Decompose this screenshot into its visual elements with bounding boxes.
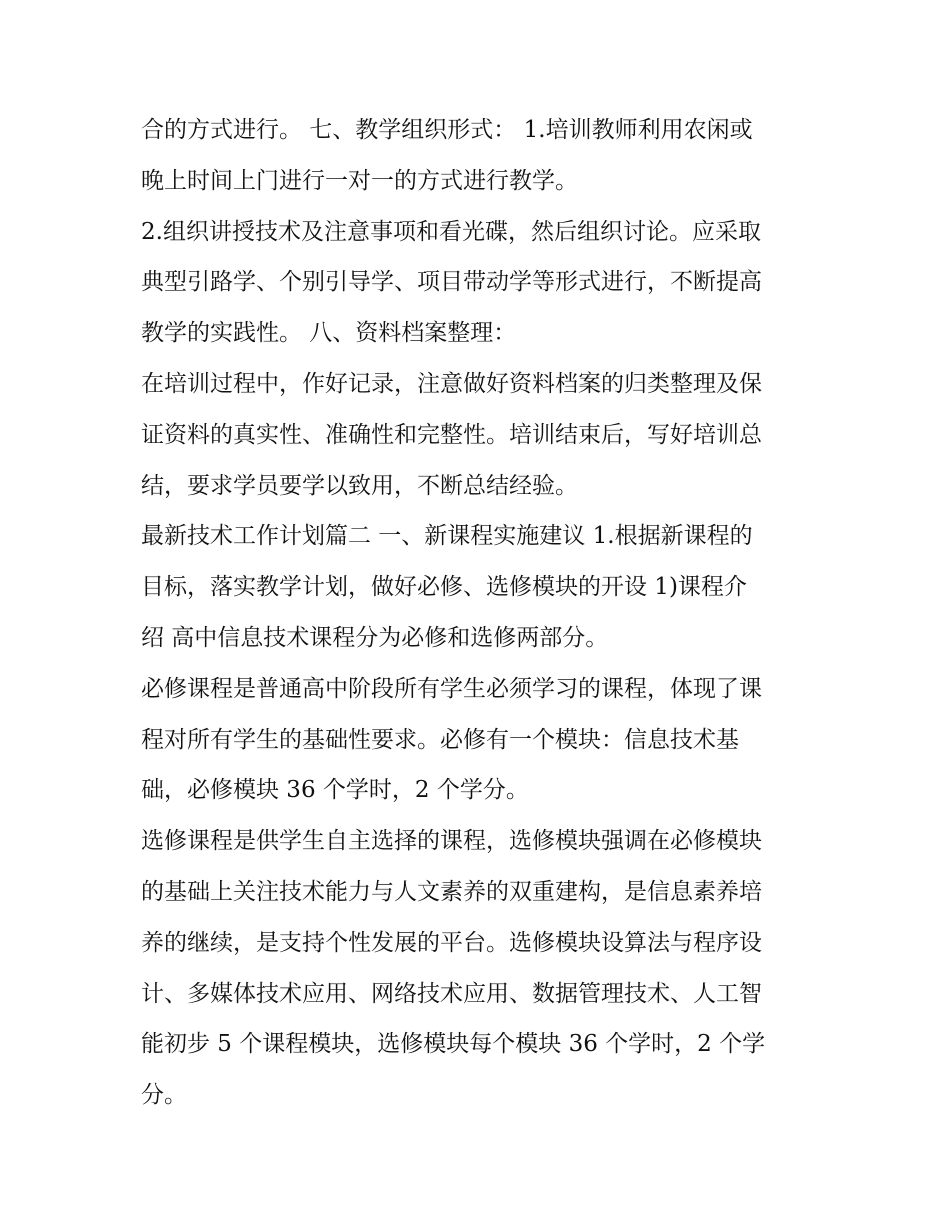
text-line: 必修课程是普通高中阶段所有学生必须学习的课程，体现了课 — [141, 675, 762, 702]
document-body — [141, 105, 813, 1121]
text-line: 合的方式进行。 七、教学组织形式： 1.培训教师利用农闲或 — [141, 117, 753, 143]
text-line: 目标，落实教学计划，做好必修、选修模块的开设 1)课程介 — [141, 574, 747, 601]
text-line: 在培训过程中，作好记录，注意做好资料档案的归类整理及保 — [141, 370, 762, 397]
text-line: 程对所有学生的基础性要求。必修有一个模块：信息技术基 — [141, 726, 739, 753]
text-line: 分。 — [141, 1082, 187, 1109]
text-line: 计、多媒体技术应用、网络技术应用、数据管理技术、人工智 — [141, 980, 762, 1007]
text-line: 选修课程是供学生自主选择的课程，选修模块强调在必修模块 — [141, 828, 762, 855]
text-line: 典型引路学、个别引导学、项目带动学等形式进行，不断提高 — [141, 269, 762, 296]
text-line: 能初步 5 个课程模块，选修模块每个模块 36 个学时，2 个学 — [141, 1031, 766, 1058]
text-line: 养的继续，是支持个性发展的平台。选修模块设算法与程序设 — [141, 929, 762, 956]
text-line: 的基础上关注技术能力与人文素养的双重建构，是信息素养培 — [141, 878, 762, 905]
text-line: 证资料的真实性、准确性和完整性。培训结束后，写好培训总 — [141, 421, 762, 448]
text-line: 结，要求学员要学以致用，不断总结经验。 — [141, 472, 578, 499]
text-line: 教学的实践性。 八、资料档案整理： — [141, 320, 517, 347]
text-line: 最新技术工作计划篇二 一、新课程实施建议 1.根据新课程的 — [141, 523, 753, 550]
text-line: 晚上时间上门进行一对一的方式进行教学。 — [141, 167, 578, 194]
text-line: 础，必修模块 36 个学时，2 个学分。 — [141, 777, 529, 804]
text-line: 2.组织讲授技术及注意事项和看光碟，然后组织讨论。应采取 — [141, 218, 761, 245]
text-line: 绍 高中信息技术课程分为必修和选修两部分。 — [141, 624, 609, 651]
